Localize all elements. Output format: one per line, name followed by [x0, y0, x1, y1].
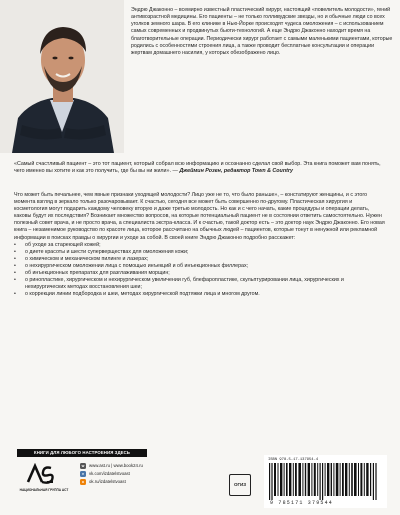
ast-logo-icon	[25, 463, 55, 485]
topic-item: • о нехирургическом омоложении лица с помощью инъекций и об инъекционных филлерах;	[14, 263, 386, 270]
author-bio	[131, 7, 393, 57]
description-intro: Что может быть печальнее, чем явные признаки уходящей молодости? Лицо уже не то, что было раньше», – констатируют женщины, и с этого момента взгляд в зеркало только разочаровывает. К счастью, сегодня все может быть совершенно по-другому. Пластическая хирургия и косметология могут подарить каждому человеку вторую и даже третью молодость. Но как и с чего начать, какие процедуры и операции делать, каковы будут их последствия? Возникает множество вопросов, на которые потенциальный пациент не в состоянии ответить самостоятельно. Нужен полезный совет врача, и не просто врача, а специалиста экстра-класса. И к счастью, такой доктор есть – это доктор наук Эндрю Джаконно. Его новая книга – незаменимое руководство по красоте лица, которое рассчитано на обычных людей – пациентов, которые тонут в ненужной или рекламной информации в поисках правды о хирургии и уходе за собой. В своей книге Эндрю Джаконно подробно расскажет:	[14, 192, 385, 241]
publisher-name: НАЦИОНАЛЬНАЯ ГРУППА АСТ	[19, 488, 69, 492]
ok-link-text: ok.ru/izdatelstvoast	[89, 479, 126, 484]
quote-attribution: Джеймин Розен, редактор Town & Country	[179, 168, 293, 175]
ok-icon: o	[81, 480, 85, 484]
topic-item: • о ринопластике, хирургическом и нехирургическом увеличении губ, блефаропластике, скульптурировании лица, хирургических и нехирургических методах восстановления шеи;	[14, 277, 386, 291]
barcode-bars	[269, 463, 381, 500]
quote-text: «Самый счастливый пациент – это тот пациент, который собрал всю информацию и осознанно сделал свой выбор. Эта книга поможет вам понять, чего именно вы хотите и как это получить, где бы вы ни жили». —	[14, 161, 381, 175]
topic-item: • о коррекции линии подбородка и шеи, методах хирургической подтяжки лица и многом другом.	[14, 291, 386, 298]
ogiz-logo: ОГИЗ	[229, 474, 251, 496]
book-description	[14, 192, 386, 298]
topics-list	[14, 242, 386, 299]
barcode	[264, 455, 387, 508]
author-bio-text: Эндрю Джаконно – всемирно известный пластический хирург, настоящий «повелитель молодости», гений антивозрастной медицины. Его пациенты – не только голливудские звезды, но и обычные люди со всех уголков земного шара. В его клинике в Нью-Йорке происходят чудеса омоложения – с использованием самых современных и продвинутых бьюти-технологий. А еще Эндрю Джаконно находит время на благотворительные операции. Периодически хирург работает с самыми маленькими пациентами, которые родились с особенностями строения лица, а также проводит бесплатные консультации и операции жертвам домашнего насилия, у которых обезображено лицо.	[131, 7, 393, 56]
ean-number: 9 785171 379544	[270, 500, 334, 506]
publisher-links	[80, 462, 155, 486]
website-link[interactable]	[80, 462, 155, 470]
vk-link[interactable]	[80, 470, 155, 478]
topic-item: • о диете красоты и шести суперверществах для омоложения кожи;	[14, 249, 386, 256]
author-photo	[0, 0, 124, 153]
vk-icon: v	[80, 471, 86, 477]
vk-link-text: vk.com/izdatelstvoast	[89, 471, 130, 476]
web-icon: w	[81, 464, 85, 468]
author-portrait-image	[0, 0, 124, 153]
ok-link[interactable]	[80, 478, 155, 486]
website-link-text: www.ast.ru | www.book24.ru	[89, 463, 143, 468]
topic-item: • об уходе за стареющей кожей;	[14, 242, 386, 249]
topic-item: • об инъекционных препаратах для разглаживания морщин;	[14, 270, 386, 277]
tagline-bar: КНИГИ ДЛЯ ЛЮБОГО НАСТРОЕНИЯ ЗДЕСЬ	[17, 449, 147, 457]
topic-item: • о химическом и механическом пилинге и лазерах;	[14, 256, 386, 263]
review-quote	[14, 161, 382, 176]
isbn-number: ISBN 978-5-17-137954-4	[268, 458, 319, 462]
